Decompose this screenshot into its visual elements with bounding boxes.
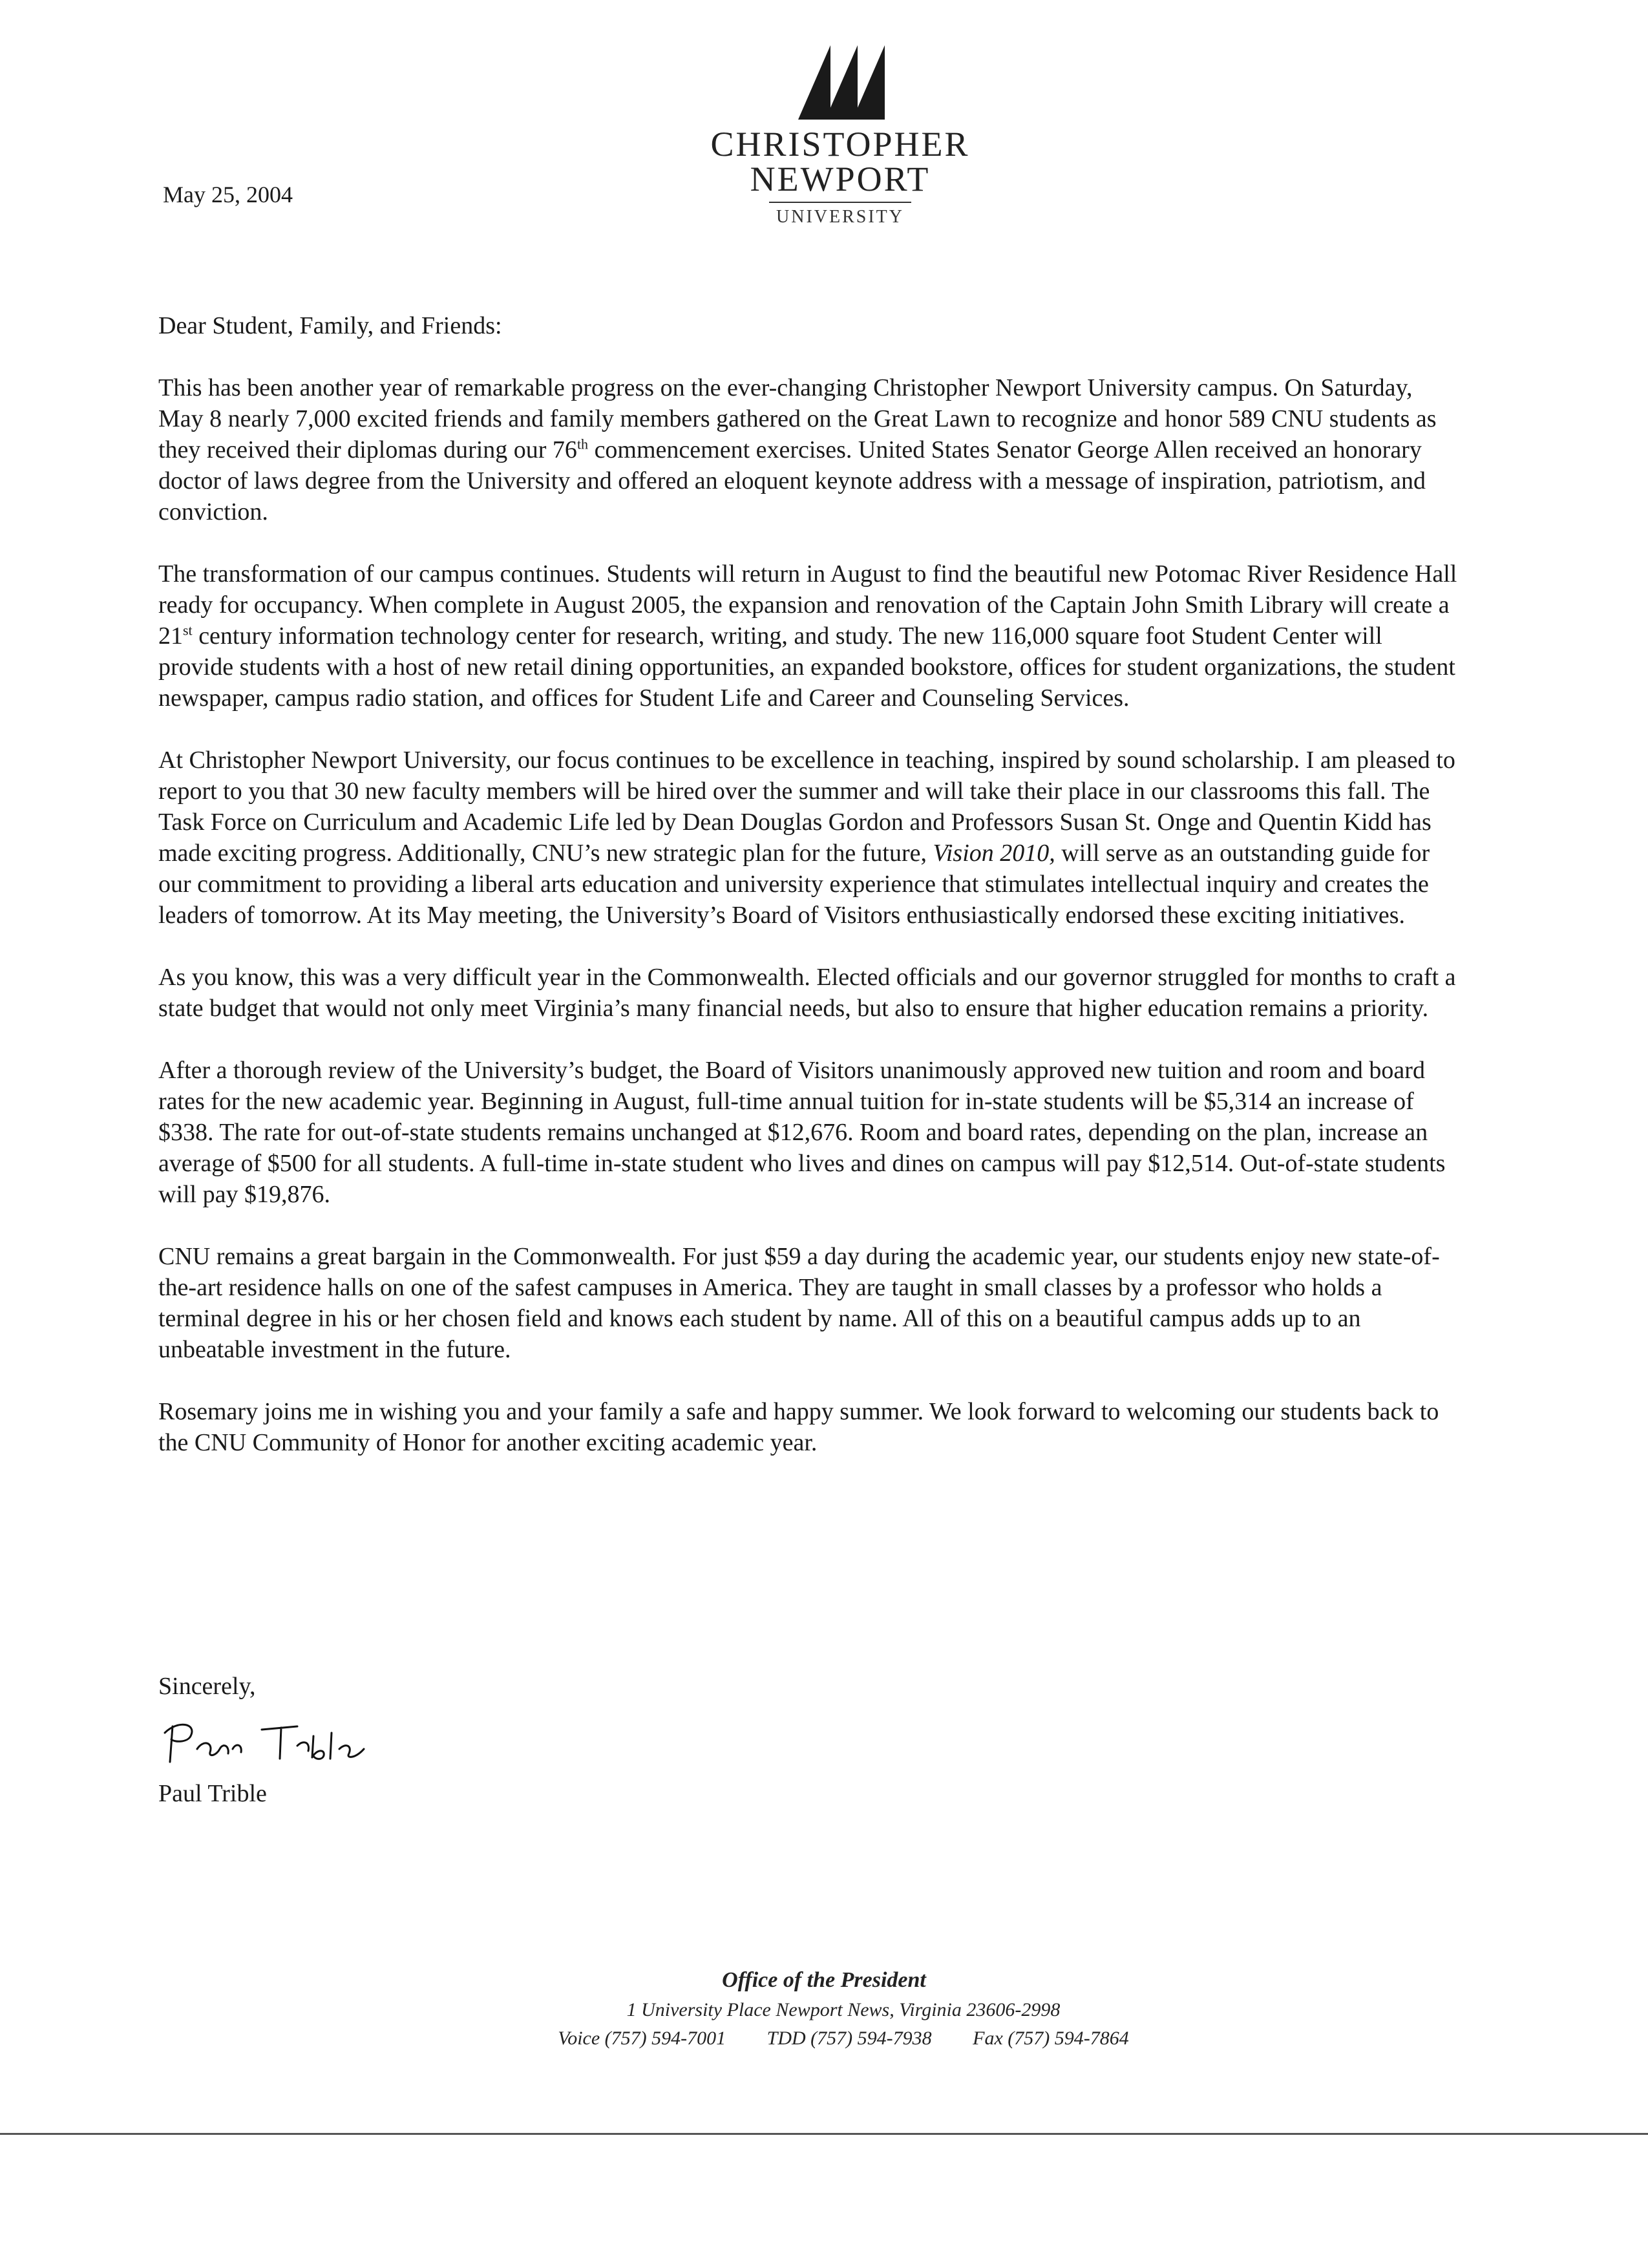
paragraph-tuition: After a thorough review of the University’s budget, the Board of Visitors unanimously approved new tuition and room and board rates for the new academic year. Beginning in August, full-time annual tuition for in-state students will be $5,314 an increase of $338. The rate for out-of-state students remains unchanged at $12,676. Room and board rates, depending on the plan, increase an average of $500 for all students. A full-time in-state student who lives and dines on campus will pay $12,514. Out-of-state students will pay $19,876. <box>158 1057 1446 1208</box>
sail-logo-icon <box>785 39 895 123</box>
paragraph-value: CNU remains a great bargain in the Commonwealth. For just $59 a day during the academic year, our students enjoy new state-of-the-art residence halls on one of the safest campuses in America. They are taught in small classes by a professor who holds a terminal degree in his or her chosen field and knows each student by name. All of this on a beautiful campus adds up to an unbeatable investment in the future. <box>158 1243 1440 1363</box>
signer-name: Paul Trible <box>158 1780 267 1807</box>
salutation: Dear Student, Family, and Friends: <box>158 312 502 339</box>
paragraph-commencement <box>158 372 1457 527</box>
paragraph-text: This has been another year of remarkable progress on the ever-changing Christopher Newport University campus. On Saturday, May 8 nearly 7,000 excited friends and family members gathered on the Great Lawn to recognize and honor 589 CNU students as they received their diplomas during our 76 <box>158 374 1437 463</box>
ordinal-suffix: th <box>576 436 589 452</box>
contact-line <box>0 2024 1648 2053</box>
address-line: 1 University Place Newport News, Virginia 23606-2998 <box>626 1999 1061 2020</box>
paragraph-summer: Rosemary joins me in wishing you and your family a safe and happy summer. We look forward to welcoming our students back to the CNU Community of Honor for another exciting academic year. <box>158 1398 1439 1456</box>
paragraph-teaching <box>158 745 1457 931</box>
scan-edge-line <box>0 2133 1648 2135</box>
plan-title: Vision 2010, <box>933 840 1055 867</box>
letterhead-rule <box>769 202 911 203</box>
ordinal-suffix: st <box>183 622 193 639</box>
valediction: Sincerely, <box>158 1673 256 1700</box>
letter-date: May 25, 2004 <box>163 182 293 207</box>
paragraph-text: The transformation of our campus continues. Students will return in August to find the beautiful new Potomac River Residence Hall ready for occupancy. When complete in August 2005, the expansion and renovation of the Captain John Smith Library will create a 21 <box>158 560 1457 650</box>
office-title: Office of the President <box>722 1968 926 1992</box>
fax-number: Fax (757) 594-7864 <box>973 2028 1129 2049</box>
paragraph-text: century information technology center for research, writing, and study. The new 116,000 square foot Student Center will provide students with a host of new retail dining opportunities, an expanded bookstore, offices for student organizations, the student newspaper, campus radio station, and offices for Student Life and Career and Counseling Services. <box>158 622 1455 712</box>
footer <box>0 1965 1648 2053</box>
paragraph-budget: As you know, this was a very difficult year in the Commonwealth. Elected officials and our governor struggled for months to craft a state budget that would not only meet Virginia’s many financial needs, but also to ensure that higher education remains a priority. <box>158 964 1456 1022</box>
university-name: CHRISTOPHER NEWPORT <box>710 125 970 198</box>
letter-body <box>158 310 1457 1489</box>
letterhead <box>646 39 1034 228</box>
paragraph-text: will serve as an outstanding guide for our commitment to providing a liberal arts education and university experience that stimulates intellectual inquiry and creates the leaders of tomorrow. At its May meeting, the University’s Board of Visitors enthusiastically endorsed these exciting initiatives. <box>158 840 1430 929</box>
voice-number: Voice (757) 594-7001 <box>558 2028 726 2049</box>
paragraph-text: commencement exercises. United States Senator George Allen received an honorary doctor of laws degree from the University and offered an eloquent keynote address with a message of inspiration, patriotism, and conviction. <box>158 436 1426 525</box>
handwritten-signature <box>158 1713 404 1772</box>
paragraph-campus <box>158 558 1457 714</box>
tdd-number: TDD (757) 594-7938 <box>766 2028 932 2049</box>
closing <box>158 1671 404 1809</box>
paragraph-text: At Christopher Newport University, our focus continues to be excellence in teaching, inspired by sound scholarship. I am pleased to report to you that 30 new faculty members will be hired over the summer and will take their place in our classrooms this fall. The Task Force on Curriculum and Academic Life led by Dean Douglas Gordon and Professors Susan St. Onge and Quentin Kidd has made exciting progress. Additionally, CNU’s new strategic plan for the future, <box>158 747 1455 867</box>
university-subtitle: UNIVERSITY <box>776 207 904 227</box>
